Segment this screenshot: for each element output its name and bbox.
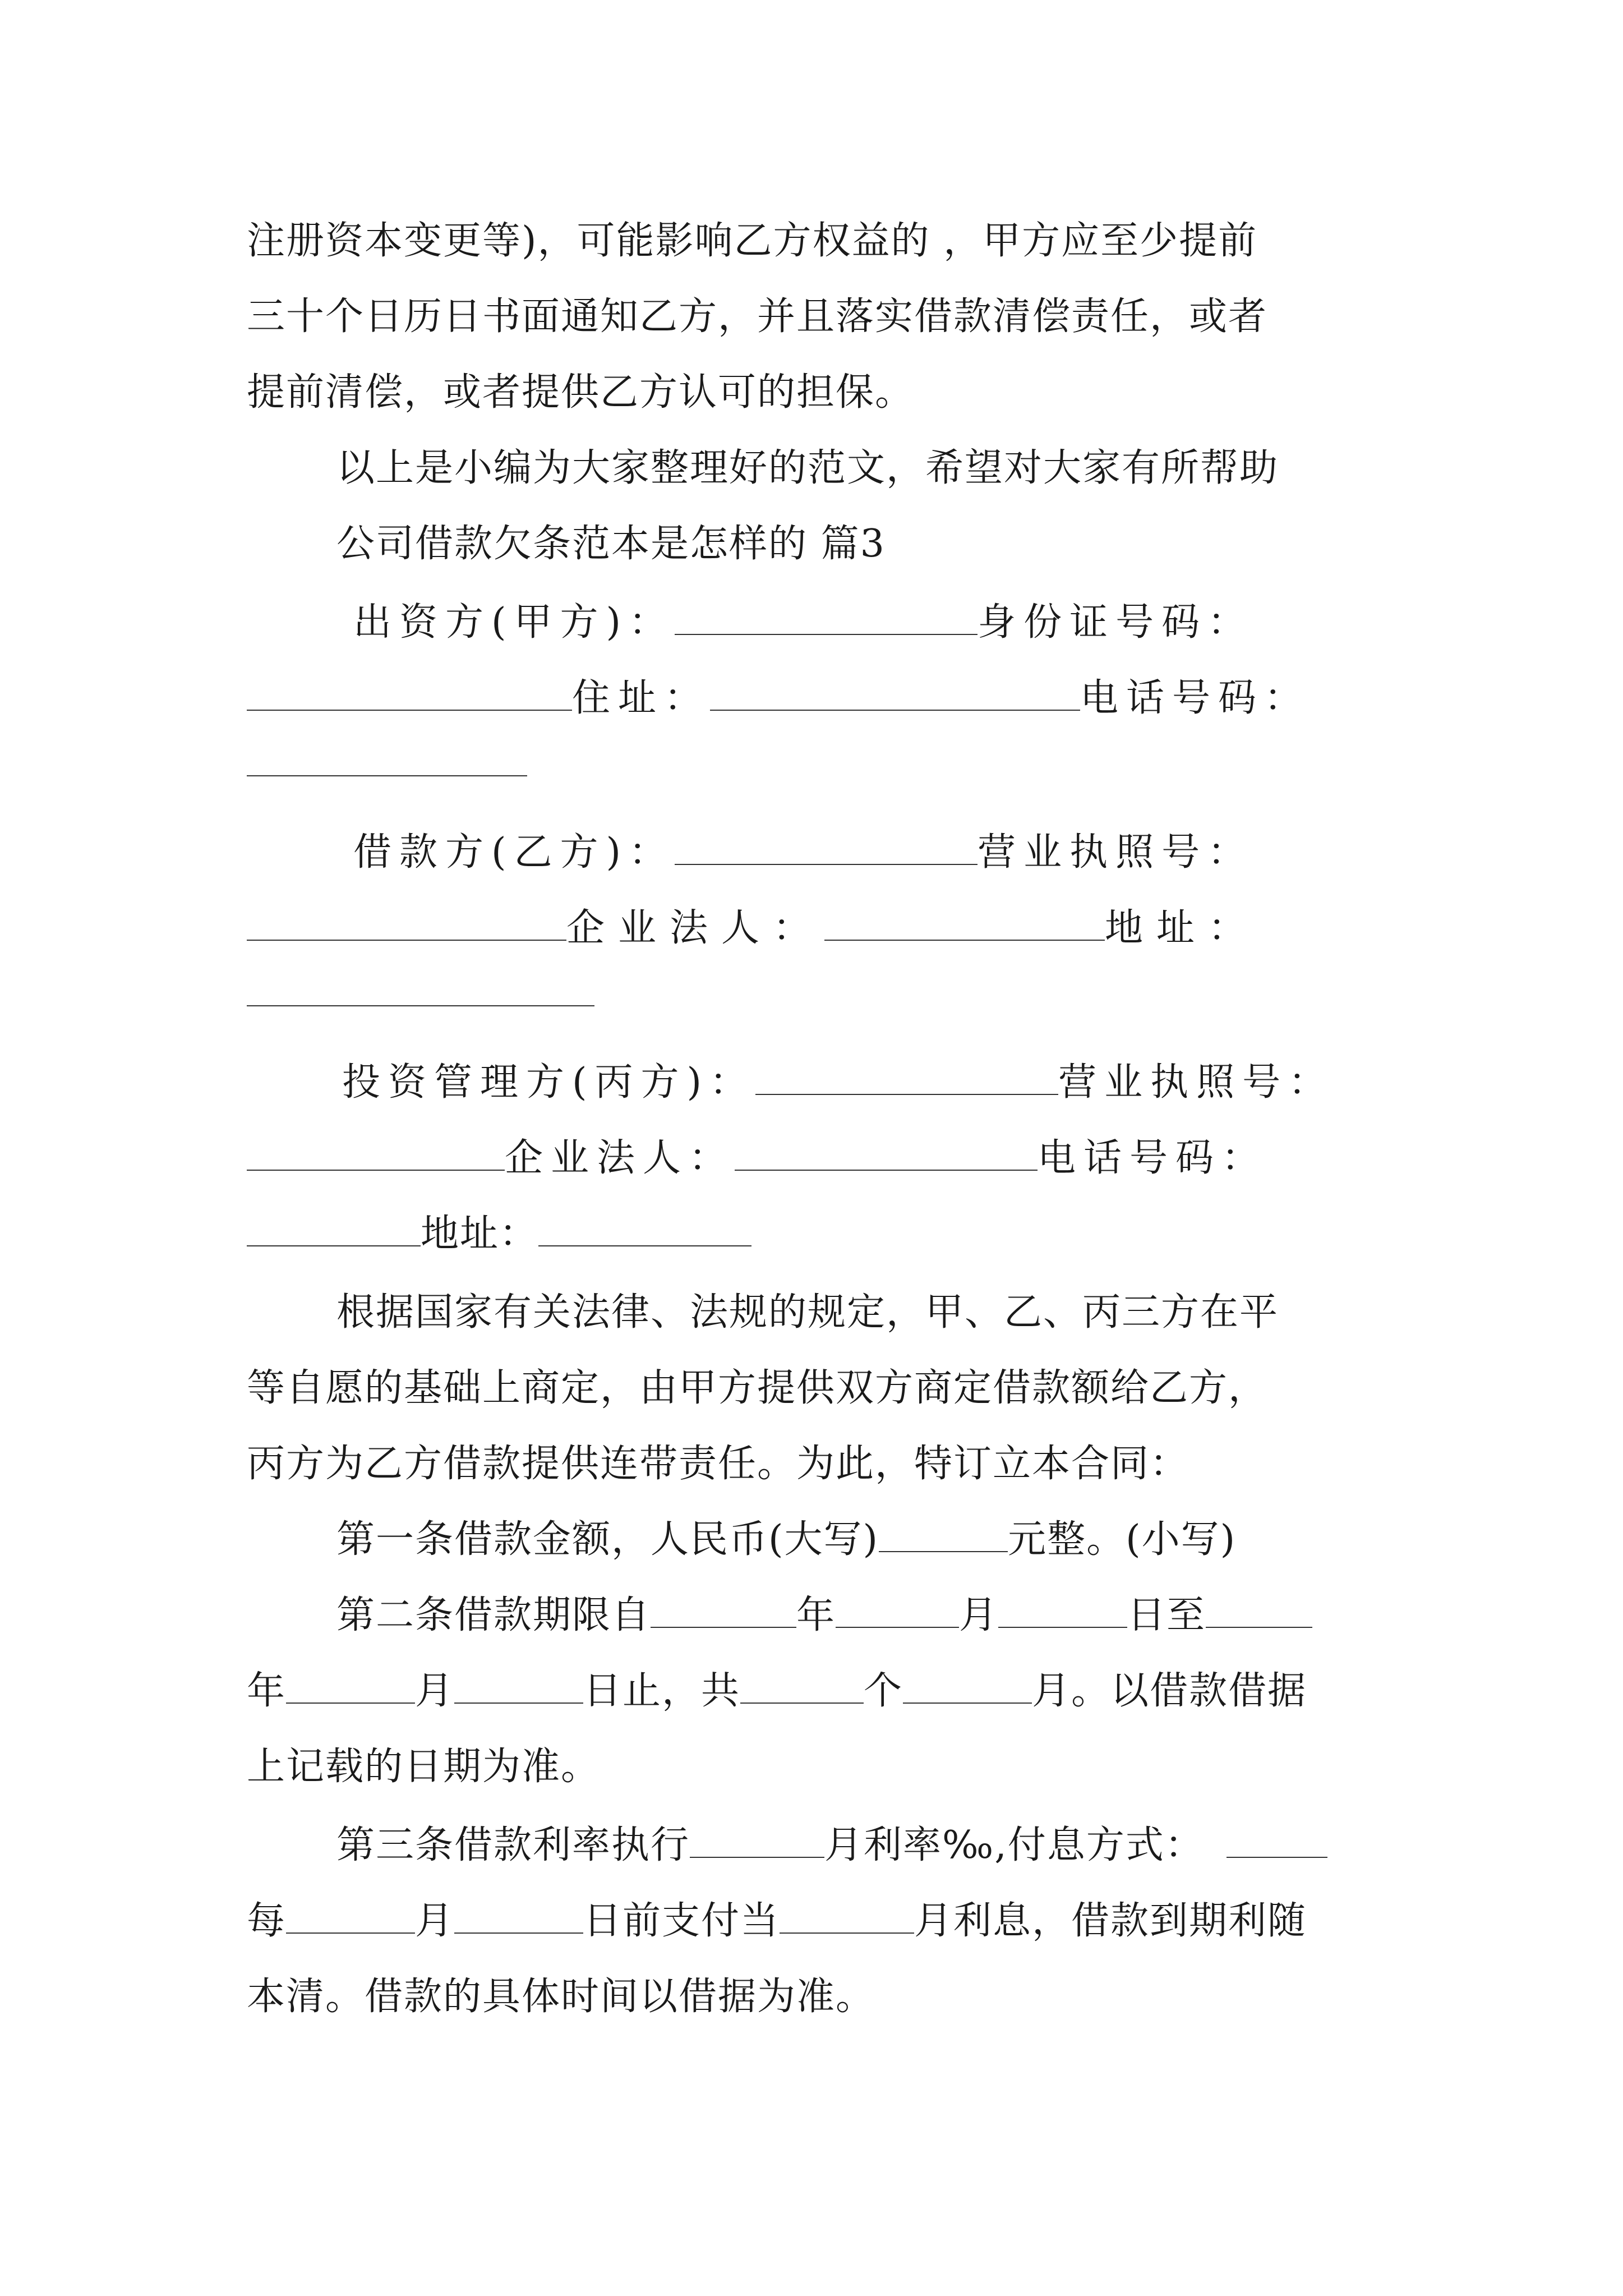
party-bing-line [342, 1055, 1334, 1111]
party-yi-line-2 [247, 900, 1260, 956]
article-3 [336, 1818, 1327, 1874]
article-2-line-2 [247, 1663, 1307, 1719]
paragraph-line: 以上是小编为大家整理好的范文，希望对大家有所帮助 [336, 446, 1279, 490]
address-label: 住址： [572, 676, 711, 720]
day-label: 日至 [1127, 1593, 1206, 1637]
license-label: 营业执照号： [978, 830, 1254, 875]
blank-field [740, 1670, 864, 1704]
article-3-text: 第三条借款利率执行 [336, 1823, 690, 1867]
month-label: 月 [415, 1669, 455, 1713]
article-1-text: 第一条借款金额，人民币(大写) [336, 1517, 879, 1562]
blank-field [675, 831, 978, 865]
month-label: 月 [959, 1593, 999, 1637]
paragraph-line: 等自愿的基础上商定，由甲方提供双方商定借款额给乙方， [247, 1366, 1268, 1410]
party-bing-line-2 [247, 1130, 1267, 1186]
paragraph-line: 提前清偿，或者提供乙方认可的担保。 [247, 370, 915, 415]
phone-label: 电话号码： [1080, 676, 1311, 720]
party-yi-label: 借款方(乙方)： [353, 830, 675, 875]
address-label: 地址： [421, 1212, 539, 1256]
blank-field [454, 1670, 583, 1704]
party-yi-line [353, 825, 1253, 881]
article-1 [336, 1512, 1236, 1568]
article-2-text: 月。以借款借据 [1032, 1669, 1307, 1713]
blank-field [903, 1670, 1032, 1704]
blank-field [286, 1670, 415, 1704]
paragraph-line: 丙方为乙方借款提供连带责任。为此，特订立本合同： [247, 1442, 1189, 1486]
legal-person-label: 企业法人： [566, 906, 825, 950]
blank-field [998, 1594, 1127, 1628]
blank-field [690, 1824, 824, 1858]
paragraph-line: 上记载的日期为准。 [247, 1745, 601, 1789]
blank-field [247, 907, 566, 941]
blank-field [780, 1900, 914, 1934]
blank-field [247, 1213, 421, 1246]
blank-field [1206, 1594, 1312, 1628]
blank-field [824, 907, 1105, 941]
article-2-text: 第二条借款期限自 [336, 1593, 651, 1637]
blank-field [735, 1137, 1038, 1171]
blank-field [1227, 1824, 1327, 1858]
paragraph-line: 三十个日历日书面通知乙方，并且落实借款清偿责任，或者 [247, 295, 1268, 339]
phone-label: 电话号码： [1038, 1136, 1268, 1180]
party-jia-label: 出资方(甲方)： [353, 600, 675, 645]
paragraph-line: 根据国家有关法律、法规的规定，甲、乙、丙三方在平 [336, 1290, 1279, 1335]
year-label: 年 [796, 1593, 836, 1637]
blank-field [247, 775, 527, 776]
article-2 [336, 1588, 1312, 1644]
party-jia-line-2 [247, 670, 1310, 726]
month-label: 月 [415, 1899, 455, 1943]
article-3-text: 每 [247, 1899, 287, 1943]
count-label: 个 [864, 1669, 903, 1713]
section-heading: 公司借款欠条范本是怎样的 篇3 [336, 522, 886, 566]
year-label: 年 [247, 1669, 287, 1713]
blank-field [247, 1005, 594, 1006]
blank-field [538, 1213, 751, 1246]
blank-field [247, 1137, 505, 1171]
blank-field [286, 1900, 415, 1934]
blank-field [710, 677, 1080, 711]
paragraph-line: 本清。借款的具体时间以借据为准。 [247, 1975, 875, 2019]
legal-person-label: 企业法人： [505, 1136, 735, 1180]
blank-field [675, 601, 978, 635]
blank-field [651, 1594, 796, 1628]
blank-field [836, 1594, 959, 1628]
article-2-text: 日止，共 [583, 1669, 741, 1713]
blank-field [454, 1900, 583, 1934]
article-3-text: 日前支付当 [583, 1899, 780, 1943]
party-bing-label: 投资管理方(丙方)： [342, 1060, 756, 1105]
paragraph-line: 注册资本变更等)，可能影响乙方权益的 ，甲方应至少提前 [247, 219, 1258, 263]
party-jia-line [353, 595, 1253, 651]
blank-field [755, 1061, 1058, 1095]
article-3-text: 月利率‰,付息方式： [824, 1823, 1204, 1867]
blank-field [247, 677, 572, 711]
id-number-label: 身份证号码： [978, 600, 1254, 645]
party-bing-line-3 [247, 1206, 751, 1262]
license-label: 营业执照号： [1058, 1060, 1335, 1105]
article-1-text: 元整。(小写) [1008, 1517, 1237, 1562]
address-label: 地址： [1105, 906, 1260, 950]
article-3-line-2 [247, 1893, 1307, 1949]
article-3-text: 月利息，借款到期利随 [914, 1899, 1307, 1943]
blank-field [879, 1519, 1008, 1552]
